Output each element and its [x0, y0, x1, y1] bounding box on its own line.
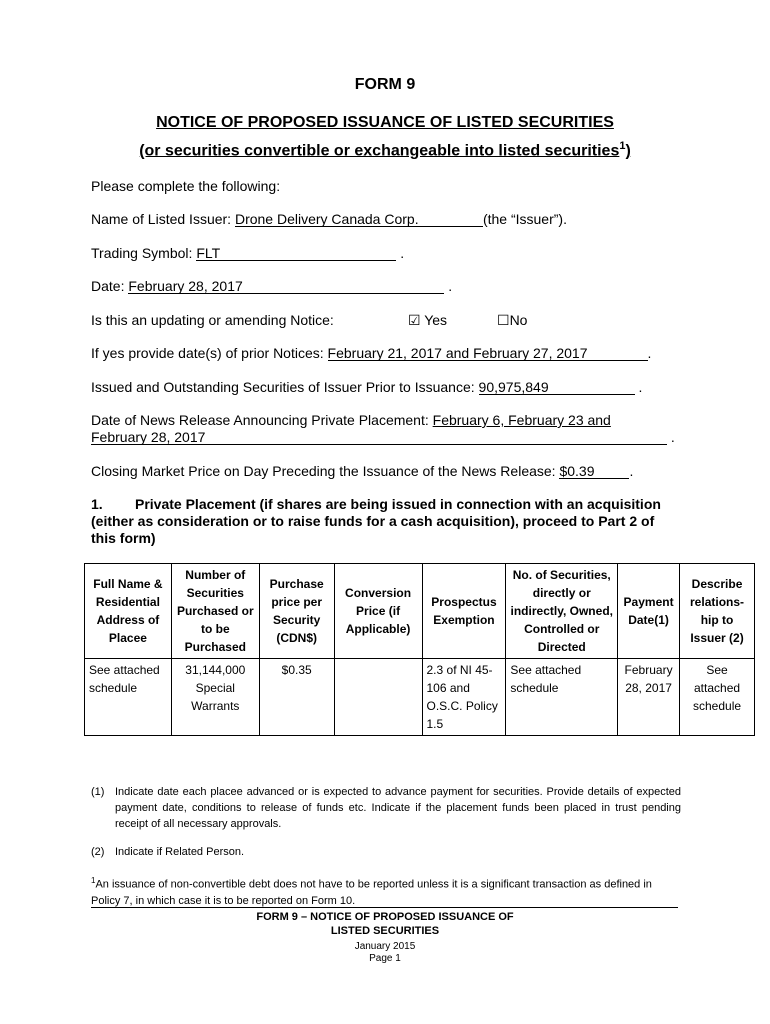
no-label: No: [509, 312, 528, 328]
issuer-value: Drone Delivery Canada Corp.: [234, 211, 419, 227]
yes-label: Yes: [424, 312, 448, 328]
cell-payment-date: February 28, 2017: [618, 659, 680, 736]
cell-number: 31,144,000 Special Warrants: [171, 659, 259, 736]
cell-exemption: 2.3 of NI 45-106 and O.S.C. Policy 1.5: [422, 659, 506, 736]
prior-line: [91, 345, 651, 361]
note-2: [91, 844, 681, 860]
prior-value: February 21, 2017 and February 27, 2017: [327, 345, 588, 361]
symbol-label: Trading Symbol:: [91, 245, 193, 261]
col-header-payment-date: Payment Date(1): [618, 564, 680, 659]
issuer-suffix: (the “Issuer”).: [482, 211, 567, 227]
subtitle: [0, 140, 770, 160]
subtitle-footnote-ref: 1: [619, 140, 626, 152]
section-1-text: Private Placement (if shares are being issued in connection with an acquisition (either as consideration or to raise funds for a cash acquisition), proceed to Part 2 of this form): [91, 496, 661, 546]
outstanding-line: [91, 379, 642, 395]
date-period: .: [448, 278, 453, 294]
footer-date: January 2015: [354, 941, 416, 952]
issuer-line: [91, 211, 567, 227]
section-1-number: 1.: [91, 496, 103, 512]
col-header-number: Number of Securities Purchased or to be Purchased: [171, 564, 259, 659]
footnote-1-text: An issuance of non-convertible debt does not have to be reported unless it is a significant transaction as defined in Policy 7, in which case it is to be reported on Form 10.: [91, 878, 652, 907]
yes-checkbox-icon[interactable]: ☑: [408, 312, 421, 328]
prior-label: If yes provide date(s) of prior Notices:: [91, 345, 324, 361]
cell-conversion: [334, 659, 422, 736]
symbol-line: [91, 245, 404, 261]
amend-label: Is this an updating or amending Notice:: [91, 312, 334, 328]
outstanding-value: 90,975,849: [478, 379, 549, 395]
yes-option[interactable]: [408, 312, 447, 329]
table-header-row: [85, 564, 755, 659]
closing-value: $0.39: [559, 463, 595, 479]
form-title: FORM 9: [354, 76, 416, 93]
col-header-owned: No. of Securities, directly or indirectly, Owned, Controlled or Directed: [506, 564, 618, 659]
cell-owned: See attached schedule: [506, 659, 618, 736]
prior-period: .: [647, 345, 652, 361]
symbol-period: .: [400, 245, 405, 261]
col-header-placee: Full Name & Residential Address of Placee: [85, 564, 172, 659]
news-period: .: [670, 429, 675, 445]
footer-line-1: FORM 9 – NOTICE OF PROPOSED ISSUANCE OF: [256, 911, 514, 923]
note-2-number: (2): [91, 846, 105, 858]
intro-text: Please complete the following:: [91, 178, 281, 194]
date-line: [91, 278, 452, 294]
date-label: Date:: [91, 278, 125, 294]
note-1-text: Indicate date each placee advanced or is expected to advance payment for securities. Provide details of expected payment date, conditions to release of funds etc. Indicate if the placement funds been placed in trust pending receipt of all necessary approvals.: [115, 786, 681, 830]
footer-divider: [91, 907, 678, 908]
closing-line: [91, 463, 633, 479]
date-value: February 28, 2017: [128, 278, 243, 294]
subtitle-close: ): [625, 142, 631, 160]
col-header-conversion: Conversion Price (if Applicable): [334, 564, 422, 659]
footnote-1-ref: 1: [91, 876, 96, 885]
symbol-value: FLT: [196, 245, 221, 261]
outstanding-label: Issued and Outstanding Securities of Issuer Prior to Issuance:: [91, 379, 475, 395]
issuer-label: Name of Listed Issuer:: [91, 211, 232, 227]
news-line: [91, 412, 611, 428]
notice-title: NOTICE OF PROPOSED ISSUANCE OF LISTED SECURITIES: [156, 114, 614, 131]
placement-table: [84, 563, 755, 736]
subtitle-text: (or securities convertible or exchangeable into listed securities: [139, 142, 620, 160]
col-header-price: Purchase price per Security (CDN$): [259, 564, 334, 659]
news-value-1: February 6, February 23 and: [432, 412, 611, 428]
no-checkbox-icon[interactable]: ☐: [497, 312, 510, 328]
col-header-relationship: Describe relations-hip to Issuer (2): [680, 564, 755, 659]
footer-line-2: LISTED SECURITIES: [330, 925, 440, 937]
news-line-2: [91, 429, 675, 445]
no-option[interactable]: [497, 312, 527, 329]
closing-period: .: [629, 463, 634, 479]
closing-label: Closing Market Price on Day Preceding the Issuance of the News Release:: [91, 463, 556, 479]
page-number: Page 1: [369, 953, 401, 964]
news-value-2: February 28, 2017: [91, 429, 206, 445]
footnote-1: [91, 873, 681, 909]
cell-price: $0.35: [259, 659, 334, 736]
cell-placee: See attached schedule: [85, 659, 172, 736]
table-row: [85, 659, 755, 736]
col-header-exemption: Prospectus Exemption: [422, 564, 506, 659]
note-1-number: (1): [91, 786, 105, 798]
news-label: Date of News Release Announcing Private Placement:: [91, 412, 429, 428]
note-2-text: Indicate if Related Person.: [115, 846, 245, 858]
outstanding-period: .: [638, 379, 643, 395]
section-1-heading: [91, 496, 681, 547]
note-1: [91, 784, 681, 832]
cell-relationship: See attached schedule: [680, 659, 755, 736]
